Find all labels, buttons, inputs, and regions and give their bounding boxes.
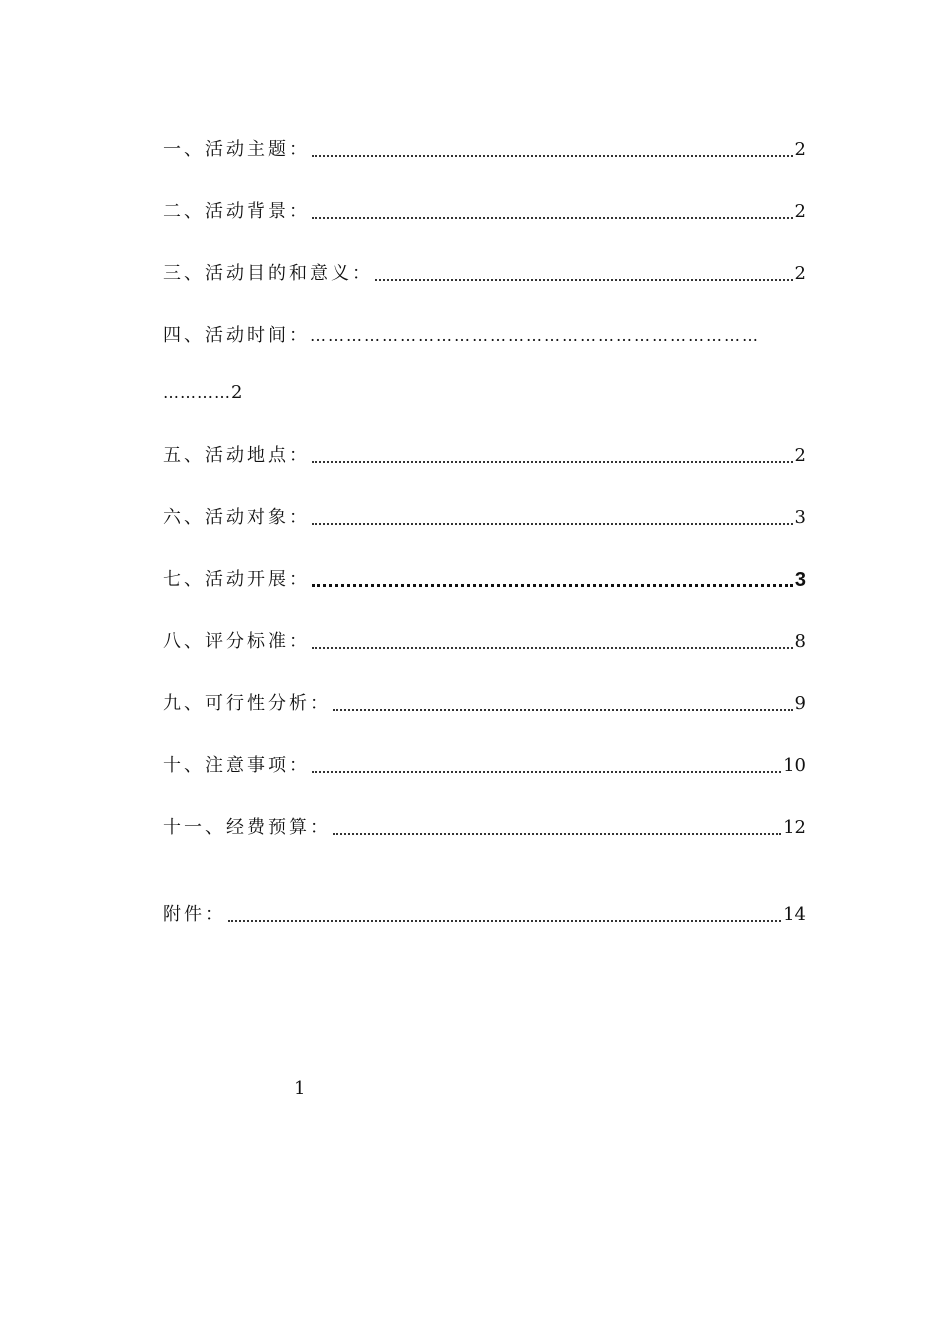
toc-entry-page: 3 [794, 507, 806, 528]
toc-entry-label: 六、活动对象： [163, 507, 310, 528]
toc-entry-label: 五、活动地点： [163, 445, 310, 466]
toc-leader-dots: ………………………………………………………………… [310, 326, 760, 345]
toc-entry-page: 12 [783, 817, 806, 838]
toc-leader-dots [228, 920, 781, 922]
toc-entry-page: 2 [794, 445, 806, 466]
toc-entry-label: 八、评分标准： [163, 631, 310, 652]
toc-leader-dots [312, 523, 793, 525]
toc-entry-page: 3 [794, 569, 806, 591]
toc-entry-label: 二、活动背景： [163, 201, 310, 222]
toc-entry-label: 附件： [163, 904, 226, 925]
toc-entry-criteria[interactable] [163, 629, 806, 655]
toc-leader-dots [333, 709, 793, 711]
toc-entry-background[interactable] [163, 199, 806, 225]
toc-leader-dots: ………… [163, 383, 231, 402]
toc-entry-page: 2 [794, 263, 806, 284]
toc-entry-label: 九、可行性分析： [163, 693, 331, 714]
page-number: 1 [294, 1078, 306, 1099]
toc-entry-page: 2 [231, 382, 243, 403]
toc-leader-dots [312, 155, 793, 157]
toc-entry-theme[interactable] [163, 137, 806, 163]
toc-entry-appendix[interactable] [163, 902, 806, 928]
toc-entry-notes[interactable] [163, 753, 806, 779]
toc-entry-label: 三、活动目的和意义： [163, 263, 373, 284]
toc-entry-page: 10 [783, 755, 806, 776]
toc-entry-location[interactable] [163, 443, 806, 469]
toc-entry-label: 四、活动时间： [163, 325, 310, 346]
toc-entry-label: 七、活动开展： [163, 569, 310, 590]
toc-leader-dots [375, 279, 793, 281]
toc-entry-page: 2 [794, 139, 806, 160]
toc-leader-dots [312, 217, 793, 219]
toc-entry-label: 一、活动主题： [163, 139, 310, 160]
toc-leader-dots [312, 647, 793, 649]
toc-entry-audience[interactable] [163, 505, 806, 531]
toc-entry-execution[interactable] [163, 567, 806, 593]
toc-entry-page: 2 [794, 201, 806, 222]
toc-leader-dots [312, 461, 793, 463]
toc-entry-purpose[interactable] [163, 261, 806, 287]
toc-leader-dots [312, 771, 781, 773]
toc-leader-dots [333, 833, 781, 835]
toc-entry-time-line1 [163, 323, 806, 349]
toc-entry-label: 十、注意事项： [163, 755, 310, 776]
toc-entry-page: 8 [794, 631, 806, 652]
toc-entry-page: 14 [783, 904, 806, 925]
toc-entry-page: 9 [794, 693, 806, 714]
toc-entry-label: 十一、经费预算： [163, 817, 331, 838]
toc-entry-time-line2 [163, 380, 242, 406]
toc-entry-budget[interactable] [163, 815, 806, 841]
toc-entry-feasibility[interactable] [163, 691, 806, 717]
toc-leader-dots [312, 584, 793, 587]
